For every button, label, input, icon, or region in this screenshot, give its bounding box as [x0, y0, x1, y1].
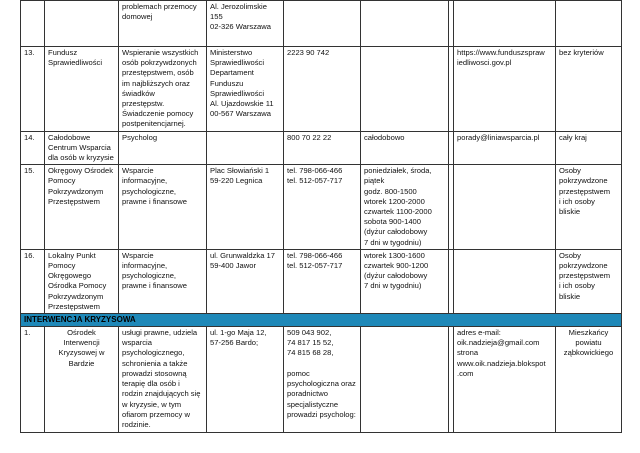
- table-row: [21, 131, 622, 165]
- criteria: [556, 1, 622, 47]
- row-number: 14.: [21, 131, 45, 165]
- website: [454, 1, 556, 47]
- resource-table: [20, 0, 622, 433]
- website[interactable]: https://www.funduszspraw iedliwosci.gov.pl: [454, 47, 556, 132]
- address: Al. Jerozolimskie 155 02-326 Warszawa: [207, 1, 284, 47]
- hours: wtorek 1300-1600 czwartek 900-1200 (dyżur całodobowy 7 dni w tygodniu): [361, 249, 449, 313]
- institution-name: [45, 1, 119, 47]
- address: ul. Grunwaldzka 17 59-400 Jawor: [207, 249, 284, 313]
- row-number: 15.: [21, 165, 45, 250]
- section-header-row: [21, 314, 622, 327]
- phone: tel. 798-066-466 tel. 512-057-717: [284, 165, 361, 250]
- table-row: [21, 47, 622, 132]
- institution-name: Ośrodek Interwencji Kryzysowej w Bardzie: [45, 327, 119, 433]
- services: Wsparcie informacyjne, psychologiczne, prawne i finansowe: [119, 165, 207, 250]
- row-number: 16.: [21, 249, 45, 313]
- row-number: [21, 1, 45, 47]
- phone: 2223 90 742: [284, 47, 361, 132]
- website[interactable]: adres e-mail: oik.nadzieja@gmail.com strona www.oik.nadzieja.blokspot .com: [454, 327, 556, 433]
- phone: tel. 798-066-466 tel. 512-057-717: [284, 249, 361, 313]
- address: ul. 1-go Maja 12, 57-256 Bardo;: [207, 327, 284, 433]
- website: [454, 165, 556, 250]
- criteria: Osoby pokrzywdzone przestępstwem i ich osoby bliskie: [556, 249, 622, 313]
- services: Wspieranie wszystkich osób pokrzywdzonych przestępstwem, osób im najbliższych oraz świadków przestępstw. Świadczenie pomocy postpenitencjarnej.: [119, 47, 207, 132]
- address: Plac Słowiański 1 59-220 Legnica: [207, 165, 284, 250]
- phone: 800 70 22 22: [284, 131, 361, 165]
- address: [207, 131, 284, 165]
- row-number: 1.: [21, 327, 45, 433]
- table-row: [21, 327, 622, 433]
- institution-name: Lokalny Punkt Pomocy Okręgowego Ośrodka Pomocy Pokrzywdzonym Przestępstwem: [45, 249, 119, 313]
- services: Wsparcie informacyjne, psychologiczne, prawne i finansowe: [119, 249, 207, 313]
- hours: [361, 47, 449, 132]
- criteria: Osoby pokrzywdzone przestępstwem i ich osoby bliskie: [556, 165, 622, 250]
- phone: 509 043 902, 74 817 15 52, 74 815 68 28, pomoc psychologiczna oraz poradnictwo specjalistyczne prowadzi psycholog:: [284, 327, 361, 433]
- hours: poniedziałek, środa, piątek godz. 800-1500 wtorek 1200-2000 czwartek 1100-2000 sobota 900-1400 (dyżur całodobowy 7 dni w tygodniu): [361, 165, 449, 250]
- criteria: Mieszkańcy powiatu ząbkowickiego: [556, 327, 622, 433]
- website[interactable]: porady@liniawsparcia.pl: [454, 131, 556, 165]
- table-row: [21, 1, 622, 47]
- section-title: INTERWENCJA KRYZYSOWA: [21, 314, 622, 327]
- services: problemach przemocy domowej: [119, 1, 207, 47]
- address: Ministerstwo Sprawiedliwości Departament Funduszu Sprawiedliwości Al. Ujazdowskie 11 00-567 Warszawa: [207, 47, 284, 132]
- phone: [284, 1, 361, 47]
- services: Psycholog: [119, 131, 207, 165]
- institution-name: Całodobowe Centrum Wsparcia dla osób w kryzysie: [45, 131, 119, 165]
- hours: całodobowo: [361, 131, 449, 165]
- criteria: cały kraj: [556, 131, 622, 165]
- institution-name: Fundusz Sprawiedliwości: [45, 47, 119, 132]
- criteria: bez kryteriów: [556, 47, 622, 132]
- institution-name: Okręgowy Ośrodek Pomocy Pokrzywdzonym Przestępstwem: [45, 165, 119, 250]
- table-row: [21, 165, 622, 250]
- website: [454, 249, 556, 313]
- table-row: [21, 249, 622, 313]
- hours: [361, 1, 449, 47]
- hours: [361, 327, 449, 433]
- services: usługi prawne, udziela wsparcia psychologicznego, schronienia a także prowadzi stosowną terapię dla osób i rodzin znajdujących się w kryzysie, w tym ofiarom przemocy w rodzinie.: [119, 327, 207, 433]
- row-number: 13.: [21, 47, 45, 132]
